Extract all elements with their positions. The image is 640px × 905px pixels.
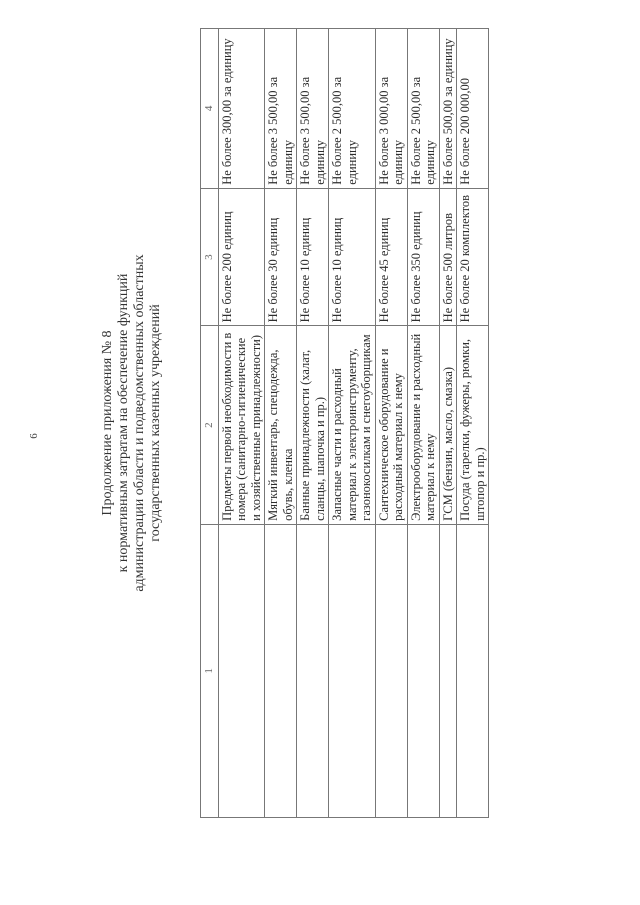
table-row [265, 29, 297, 818]
document-heading [100, 28, 196, 818]
heading-line-3: администрации области и подведомственных областных [132, 254, 147, 592]
table-row [218, 29, 265, 818]
cell-price: Не более 2 500,00 за единицу [407, 29, 439, 189]
table-row [297, 29, 329, 818]
cell-quantity: Не более 10 единиц [329, 188, 376, 326]
cell-quantity: Не более 20 комплектов [457, 188, 489, 326]
table-row [329, 29, 376, 818]
cell-number [439, 524, 457, 817]
cell-price: Не более 3 500,00 за единицу [297, 29, 329, 189]
cell-price: Не более 3 500,00 за единицу [265, 29, 297, 189]
cell-quantity: Не более 10 единиц [297, 188, 329, 326]
table-row [457, 29, 489, 818]
header-col-1: 1 [201, 524, 219, 817]
heading-line-1: Продолжение приложения № 8 [100, 330, 115, 516]
page-number: 6 [28, 433, 40, 439]
cell-item: Электрооборудование и расходный материал к нему [407, 326, 439, 524]
cell-price: Не более 200 000,00 [457, 29, 489, 189]
table-row [407, 29, 439, 818]
cell-number [407, 524, 439, 817]
cell-number [218, 524, 265, 817]
cell-number [329, 524, 376, 817]
cell-item: ГСМ (бензин, масло, смазка) [439, 326, 457, 524]
cell-price: Не более 2 500,00 за единицу [329, 29, 376, 189]
cell-quantity: Не более 200 единиц [218, 188, 265, 326]
table-row [375, 29, 407, 818]
cell-item: Предметы первой необходимости в номера (санитарно-гигиенические и хозяйственные принадлежности) [218, 326, 265, 524]
cell-item: Мягкий инвентарь, спецодежда, обувь, кленка [265, 326, 297, 524]
rotated-document-content [100, 28, 560, 818]
cell-number [457, 524, 489, 817]
cell-item: Запасные части и расходный материал к электроинструменту, газонокосилкам и снегоуборщикам [329, 326, 376, 524]
header-col-2: 2 [201, 326, 219, 524]
table-header-row [201, 29, 219, 818]
cell-quantity: Не более 500 литров [439, 188, 457, 326]
cell-number [265, 524, 297, 817]
header-col-4: 4 [201, 29, 219, 189]
cell-item: Банные принадлежности (халат, сланцы, шапочка и пр.) [297, 326, 329, 524]
table-row [439, 29, 457, 818]
cell-price: Не более 3 000,00 за единицу [375, 29, 407, 189]
cell-price: Не более 300,00 за единицу [218, 29, 265, 189]
cell-number [297, 524, 329, 817]
heading-line-4: государственных казенных учреждений [148, 304, 163, 542]
norms-table [200, 28, 489, 818]
cell-quantity: Не более 350 единиц [407, 188, 439, 326]
cell-number [375, 524, 407, 817]
heading-line-2: к нормативным затратам на обеспечение функций [116, 273, 131, 573]
cell-item: Посуда (тарелки, фужеры, рюмки, штопор и пр.) [457, 326, 489, 524]
cell-quantity: Не более 45 единиц [375, 188, 407, 326]
header-col-3: 3 [201, 188, 219, 326]
cell-quantity: Не более 30 единиц [265, 188, 297, 326]
cell-price: Не более 500,00 за единицу [439, 29, 457, 189]
cell-item: Сантехническое оборудование и расходный материал к нему [375, 326, 407, 524]
